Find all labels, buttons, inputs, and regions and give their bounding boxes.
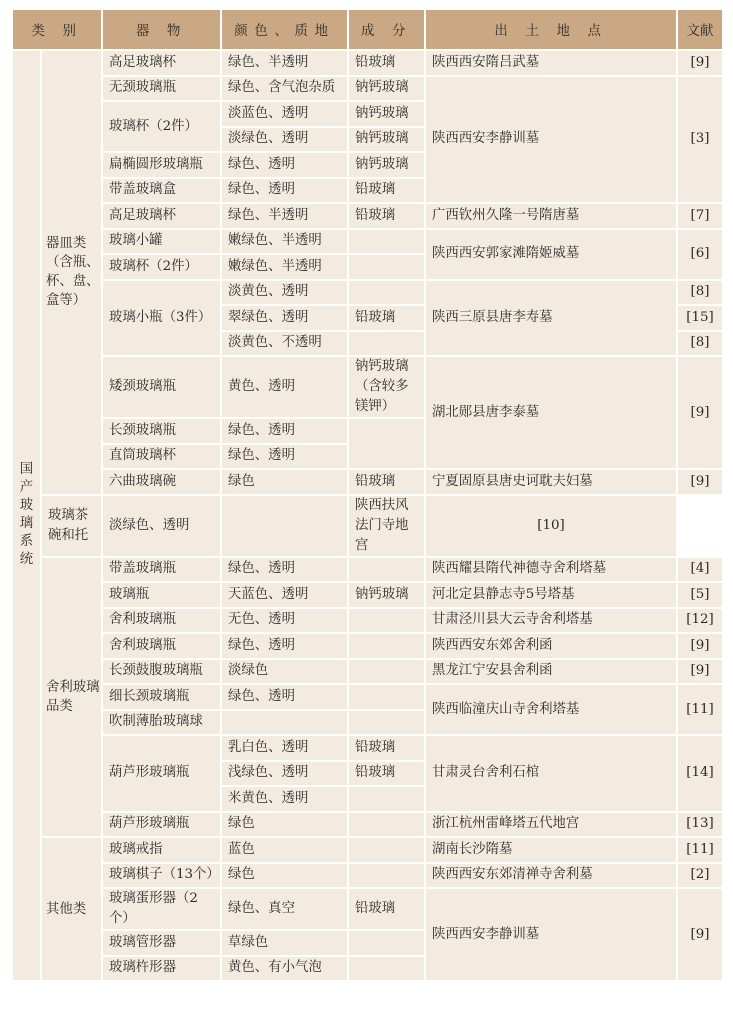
object-cell: 六曲玻璃碗	[102, 469, 221, 495]
table-row	[12, 203, 723, 229]
object-cell: 舍利玻璃瓶	[102, 633, 221, 659]
ref-cell: [9]	[677, 50, 723, 76]
color-cell: 嫩绿色、半透明	[221, 229, 348, 255]
table-row	[12, 608, 723, 634]
table-row	[12, 633, 723, 659]
ref-cell: [4]	[677, 557, 723, 583]
color-cell: 嫩绿色、半透明	[221, 254, 348, 280]
object-cell: 直筒玻璃杯	[102, 444, 221, 470]
composition-cell	[348, 956, 425, 982]
header-color: 颜色、质地	[221, 9, 348, 50]
composition-cell	[348, 786, 425, 812]
composition-cell	[348, 710, 425, 736]
object-cell: 葫芦形玻璃瓶	[102, 735, 221, 812]
ref-cell: [9]	[677, 633, 723, 659]
object-cell: 长颈玻璃瓶	[102, 418, 221, 444]
color-cell: 绿色	[221, 812, 348, 838]
color-cell: 绿色、含气泡杂质	[221, 76, 348, 102]
color-cell: 绿色、透明	[221, 178, 348, 204]
color-cell: 草绿色	[221, 930, 348, 956]
composition-cell: 铅玻璃	[348, 469, 425, 495]
site-cell: 陕西西安东郊舍利函	[425, 633, 677, 659]
color-cell: 绿色、透明	[221, 684, 348, 710]
table-row	[12, 76, 723, 102]
site-cell: 陕西西安东郊清禅寺舍利墓	[425, 863, 677, 889]
object-cell: 带盖玻璃瓶	[102, 557, 221, 583]
object-cell: 长颈鼓腹玻璃瓶	[102, 659, 221, 685]
object-cell: 玻璃杯（2件）	[102, 101, 221, 152]
ref-cell: [9]	[677, 356, 723, 469]
ref-cell: [8]	[677, 280, 723, 306]
ref-cell: [8]	[677, 331, 723, 357]
site-cell: 陕西三原县唐李寿墓	[425, 280, 677, 357]
site-cell: 黑龙江宁安县舍利函	[425, 659, 677, 685]
top-category-cell	[12, 50, 41, 981]
object-cell: 细长颈玻璃瓶	[102, 684, 221, 710]
object-cell: 葫芦形玻璃瓶	[102, 812, 221, 838]
object-cell: 玻璃戒指	[102, 837, 221, 863]
table-row	[12, 469, 723, 495]
ref-cell: [11]	[677, 837, 723, 863]
composition-cell	[348, 863, 425, 889]
site-cell: 陕西耀县隋代神德寺舍利塔墓	[425, 557, 677, 583]
color-cell: 米黄色、透明	[221, 786, 348, 812]
site-cell: 陕西西安李静训墓	[425, 76, 677, 204]
color-cell: 无色、透明	[221, 608, 348, 634]
ref-cell: [13]	[677, 812, 723, 838]
composition-cell: 钠钙玻璃	[348, 101, 425, 127]
ref-cell: [11]	[677, 684, 723, 735]
object-cell: 玻璃杵形器	[102, 956, 221, 982]
composition-cell	[348, 684, 425, 710]
color-cell: 绿色、透明	[221, 633, 348, 659]
subcategory-vessels: 器皿类（含瓶、杯、盘、盒等）	[41, 50, 102, 495]
site-cell: 河北定县静志寺5号塔基	[425, 582, 677, 608]
ref-cell: [9]	[677, 469, 723, 495]
header-site: 出 土 地 点	[425, 9, 677, 50]
composition-cell	[348, 930, 425, 956]
table-row	[12, 837, 723, 863]
site-cell: 浙江杭州雷峰塔五代地宫	[425, 812, 677, 838]
object-cell: 玻璃棋子（13个）	[102, 863, 221, 889]
composition-cell	[221, 495, 348, 557]
color-cell: 浅绿色、透明	[221, 761, 348, 787]
color-cell: 淡蓝色、透明	[221, 101, 348, 127]
table-row	[12, 659, 723, 685]
table-row	[12, 229, 723, 255]
color-cell: 绿色、透明	[221, 152, 348, 178]
color-cell: 淡绿色、透明	[221, 127, 348, 153]
object-cell: 扁椭圆形玻璃瓶	[102, 152, 221, 178]
site-cell: 陕西临潼庆山寺舍利塔基	[425, 684, 677, 735]
table-row	[12, 863, 723, 889]
object-cell: 高足玻璃杯	[102, 203, 221, 229]
object-cell: 玻璃蛋形器（2个）	[102, 888, 221, 930]
object-cell: 玻璃小瓶（3件）	[102, 280, 221, 357]
table-row	[12, 50, 723, 76]
color-cell: 黄色、透明	[221, 356, 348, 418]
header-category: 类 别	[12, 9, 102, 50]
top-category-label: 国产玻璃系统	[19, 462, 34, 567]
color-cell: 蓝色	[221, 837, 348, 863]
header-ref: 文献	[677, 9, 723, 50]
glass-artifacts-table	[11, 8, 724, 982]
table-row	[12, 280, 723, 306]
table-row	[12, 582, 723, 608]
object-cell: 无颈玻璃瓶	[102, 76, 221, 102]
composition-cell: 铅玻璃	[348, 50, 425, 76]
site-cell: 陕西西安李静训墓	[425, 888, 677, 981]
table-row	[12, 888, 723, 930]
object-cell: 玻璃杯（2件）	[102, 254, 221, 280]
color-cell: 乳白色、透明	[221, 735, 348, 761]
composition-cell	[348, 557, 425, 583]
composition-cell: 钠钙玻璃	[348, 582, 425, 608]
composition-cell: 铅玻璃	[348, 178, 425, 204]
composition-cell	[348, 331, 425, 357]
composition-cell: 钠钙玻璃	[348, 76, 425, 102]
table-row	[12, 735, 723, 761]
ref-cell: [10]	[425, 495, 677, 557]
site-cell: 湖北郧县唐李泰墓	[425, 356, 677, 469]
subcategory-relics: 舍利玻璃品类	[41, 557, 102, 838]
color-cell	[221, 710, 348, 736]
composition-cell	[348, 229, 425, 255]
ref-cell: [14]	[677, 735, 723, 812]
color-cell: 淡绿色	[221, 659, 348, 685]
ref-cell: [7]	[677, 203, 723, 229]
object-cell: 玻璃瓶	[102, 582, 221, 608]
site-cell: 甘肃泾川县大云寺舍利塔基	[425, 608, 677, 634]
color-cell: 黄色、有小气泡	[221, 956, 348, 982]
object-cell: 矮颈玻璃瓶	[102, 356, 221, 418]
object-cell: 高足玻璃杯	[102, 50, 221, 76]
ref-cell: [2]	[677, 863, 723, 889]
composition-cell	[348, 837, 425, 863]
ref-cell: [9]	[677, 888, 723, 981]
object-cell: 玻璃管形器	[102, 930, 221, 956]
composition-cell: 钠钙玻璃（含较多镁钾）	[348, 356, 425, 418]
color-cell: 绿色、半透明	[221, 50, 348, 76]
color-cell: 绿色、透明	[221, 444, 348, 470]
site-cell: 陕西西安隋吕武墓	[425, 50, 677, 76]
color-cell: 绿色、真空	[221, 888, 348, 930]
composition-cell	[348, 254, 425, 280]
header-object: 器 物	[102, 9, 221, 50]
color-cell: 淡黄色、透明	[221, 280, 348, 306]
object-cell: 带盖玻璃盒	[102, 178, 221, 204]
composition-cell	[348, 418, 425, 469]
composition-cell	[348, 659, 425, 685]
composition-cell: 钠钙玻璃	[348, 152, 425, 178]
color-cell: 绿色、透明	[221, 557, 348, 583]
composition-cell: 钠钙玻璃	[348, 127, 425, 153]
color-cell: 天蓝色、透明	[221, 582, 348, 608]
table-row	[12, 495, 723, 557]
color-cell: 绿色、透明	[221, 418, 348, 444]
table-row	[12, 684, 723, 710]
color-cell: 淡绿色、透明	[102, 495, 221, 557]
color-cell: 翠绿色、透明	[221, 305, 348, 331]
site-cell: 湖南长沙隋墓	[425, 837, 677, 863]
site-cell: 宁夏固原县唐史诃耽夫妇墓	[425, 469, 677, 495]
ref-cell: [15]	[677, 305, 723, 331]
site-cell: 广西钦州久隆一号隋唐墓	[425, 203, 677, 229]
subcategory-others: 其他类	[41, 837, 102, 981]
object-cell: 吹制薄胎玻璃球	[102, 710, 221, 736]
site-cell: 陕西扶风法门寺地宫	[348, 495, 425, 557]
composition-cell: 铅玻璃	[348, 735, 425, 761]
ref-cell: [12]	[677, 608, 723, 634]
header-composition: 成 分	[348, 9, 425, 50]
object-cell: 玻璃茶碗和托	[41, 495, 102, 557]
object-cell: 舍利玻璃瓶	[102, 608, 221, 634]
color-cell: 淡黄色、不透明	[221, 331, 348, 357]
composition-cell	[348, 608, 425, 634]
composition-cell	[348, 280, 425, 306]
composition-cell: 铅玻璃	[348, 888, 425, 930]
site-cell: 甘肃灵台舍利石棺	[425, 735, 677, 812]
composition-cell: 铅玻璃	[348, 203, 425, 229]
object-cell: 玻璃小罐	[102, 229, 221, 255]
composition-cell: 铅玻璃	[348, 761, 425, 787]
color-cell: 绿色	[221, 469, 348, 495]
composition-cell	[348, 633, 425, 659]
ref-cell: [5]	[677, 582, 723, 608]
ref-cell: [6]	[677, 229, 723, 280]
table-row	[12, 557, 723, 583]
table-row	[12, 812, 723, 838]
composition-cell	[348, 812, 425, 838]
header-row	[12, 9, 723, 50]
ref-cell: [9]	[677, 659, 723, 685]
color-cell: 绿色、半透明	[221, 203, 348, 229]
color-cell: 绿色	[221, 863, 348, 889]
composition-cell: 铅玻璃	[348, 305, 425, 331]
site-cell: 陕西西安郭家滩隋姬威墓	[425, 229, 677, 280]
ref-cell: [3]	[677, 76, 723, 204]
